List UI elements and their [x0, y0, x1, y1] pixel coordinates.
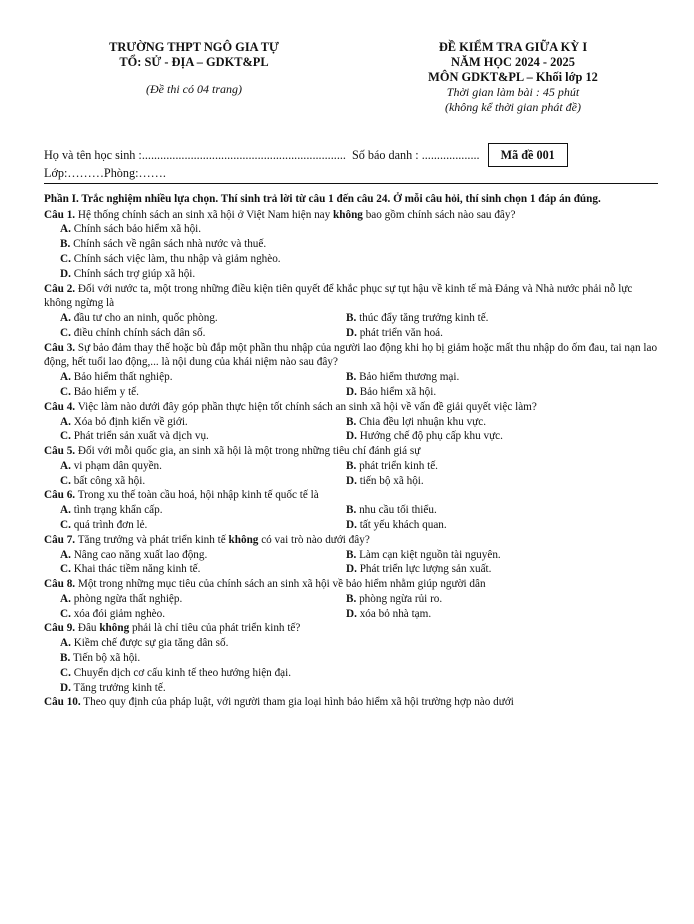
question-6: Câu 6. Trong xu thế toàn cầu hoá, hội nhập kinh tế quốc tế là — [44, 489, 319, 502]
option-row — [44, 326, 658, 341]
answer-option-c: C. Khai thác tiềm năng kinh tế. — [60, 563, 201, 576]
question-number: Câu 8. — [44, 578, 76, 591]
option-letter: D. — [346, 430, 357, 443]
answer-option-d: D. phát triển văn hoá. — [346, 326, 443, 339]
question-number: Câu 3. — [44, 341, 76, 354]
option-row — [44, 548, 658, 563]
time-limit: Thời gian làm bài : 45 phút — [446, 85, 580, 100]
department-name: TỔ: SỬ - ĐỊA – GDKT&PL — [119, 55, 269, 70]
question-number: Câu 6. — [44, 489, 76, 502]
answer-option-b: B. Làm cạn kiệt nguồn tài nguyên. — [346, 548, 501, 561]
question-number: Câu 2. — [44, 282, 76, 295]
option-letter: D. — [346, 519, 357, 531]
emphasis: không — [99, 622, 130, 635]
option-letter: A. — [60, 223, 71, 236]
question-number: Câu 4. — [44, 400, 76, 413]
option-letter: D. — [346, 326, 357, 339]
option-row — [44, 518, 658, 533]
option-row — [44, 311, 658, 326]
answer-option-a: A. đầu tư cho an ninh, quốc phòng. — [60, 312, 218, 325]
part-one-instructions: Phần I. Trắc nghiệm nhiều lựa chọn. Thí sinh trả lời từ câu 1 đến câu 24. Ở mỗi câu hỏi, thí sinh chọn 1 đáp án đúng. — [44, 192, 601, 205]
answer-option-d: D. Tăng trưởng kinh tế. — [60, 681, 166, 694]
option-letter: C. — [60, 474, 71, 487]
answer-option-b: B. Chính sách về ngân sách nhà nước và thuế. — [60, 238, 267, 251]
answer-option-a: A. Nâng cao năng xuất lao động. — [60, 548, 208, 561]
answer-option-a: A. Kiềm chế được sự gia tăng dân số. — [60, 637, 229, 650]
option-letter: C. — [60, 430, 71, 443]
school-name: TRƯỜNG THPT NGÔ GIA TỰ — [109, 40, 279, 54]
option-row — [44, 607, 658, 622]
exam-title: ĐỀ KIỂM TRA GIỮA KỲ I — [438, 40, 588, 54]
answer-option-a: A. Chính sách bảo hiểm xã hội. — [60, 223, 202, 236]
option-row — [44, 562, 658, 577]
answer-option-a: A. tình trạng khẩn cấp. — [60, 504, 163, 517]
emphasis: không — [228, 533, 259, 546]
answer-option-c: C. Bảo hiểm y tế. — [60, 385, 139, 398]
option-letter: A. — [60, 371, 71, 384]
option-letter: B. — [60, 238, 71, 251]
answer-option-b: B. Bảo hiểm thương mại. — [346, 371, 460, 384]
time-note: (không kể thời gian phát đề) — [444, 100, 582, 114]
option-letter: B. — [346, 592, 357, 605]
option-letter: A. — [60, 548, 71, 561]
option-letter: D. — [60, 681, 71, 694]
answer-option-c: C. quá trình đơn lẻ. — [60, 519, 148, 531]
question-4: Câu 4. Việc làm nào dưới đây góp phần thực hiện tốt chính sách an sinh xã hội về vấn đề giải quyết việc làm? — [44, 400, 537, 413]
option-row — [44, 370, 658, 385]
option-letter: C. — [60, 666, 71, 679]
answer-option-d: D. Phát triển lực lượng sản xuất. — [346, 563, 492, 576]
option-letter: B. — [346, 312, 357, 325]
option-row — [44, 681, 658, 696]
option-letter: B. — [346, 459, 357, 472]
option-row — [44, 252, 658, 267]
answer-option-a: A. Xóa bỏ định kiến về giới. — [60, 415, 188, 428]
student-name-line: Họ và tên học sinh :................................................................... — [44, 147, 346, 162]
option-letter: A. — [60, 415, 71, 428]
question-number: Câu 5. — [44, 445, 76, 458]
option-letter: B. — [346, 548, 357, 561]
answer-option-d: D. Bảo hiểm xã hội. — [346, 385, 437, 398]
option-letter: C. — [60, 607, 71, 620]
option-letter: D. — [346, 474, 357, 487]
answer-option-d: D. tiến bộ xã hội. — [346, 474, 424, 487]
answer-option-a: A. vi phạm dân quyền. — [60, 459, 162, 472]
answer-option-c: C. Chuyển dịch cơ cấu kinh tế theo hướng hiện đại. — [60, 666, 292, 679]
question-number: Câu 9. — [44, 622, 76, 635]
option-letter: C. — [60, 563, 71, 576]
option-letter: A. — [60, 504, 71, 517]
answer-option-c: C. xóa đói giảm nghèo. — [60, 607, 166, 620]
subject-line: MÔN GDKT&PL – Khối lớp 12 — [428, 70, 598, 85]
answer-option-c: C. điều chỉnh chính sách dân số. — [60, 326, 206, 339]
option-row — [44, 592, 658, 607]
option-row — [44, 636, 658, 651]
option-letter: A. — [60, 459, 71, 472]
answer-option-d: D. Hướng chế độ phụ cấp khu vực. — [346, 430, 503, 443]
student-info-row — [44, 143, 658, 167]
question-9: Câu 9. Đâu không phải là chỉ tiêu của phát triển kinh tế? — [44, 622, 301, 635]
option-letter: C. — [60, 519, 71, 531]
emphasis: không — [333, 208, 363, 221]
option-row — [44, 666, 658, 681]
option-row — [44, 385, 658, 400]
option-row — [44, 237, 658, 252]
answer-option-b: B. phòng ngừa rủi ro. — [346, 592, 443, 605]
option-letter: C. — [60, 385, 71, 398]
option-row — [44, 415, 658, 430]
option-letter: C. — [60, 326, 71, 339]
option-row — [44, 267, 658, 282]
answer-option-a: A. phòng ngừa thất nghiệp. — [60, 592, 183, 605]
pages-note: (Đề thi có 04 trang) — [146, 82, 242, 97]
student-id-line: Số báo danh : ................... — [351, 147, 480, 162]
option-letter: A. — [60, 637, 71, 650]
school-year: NĂM HỌC 2024 - 2025 — [451, 55, 575, 70]
question-7: Câu 7. Tăng trưởng và phát triển kinh tế không có vai trò nào dưới đây? — [44, 533, 370, 546]
answer-option-b: B. Tiến bộ xã hội. — [60, 652, 141, 665]
question-list — [44, 208, 658, 711]
exam-header — [44, 40, 658, 115]
answer-option-b: B. nhu cầu tối thiểu. — [346, 504, 437, 517]
question-10: Câu 10. Theo quy định của pháp luật, với người tham gia loại hình bảo hiểm xã hội trường hợp nào dưới — [44, 696, 514, 709]
option-row — [44, 651, 658, 666]
exam-code-box: Mã đề 001 — [488, 143, 568, 167]
option-letter: B. — [346, 371, 357, 384]
answer-option-c: C. bất công xã hội. — [60, 474, 146, 487]
answer-option-d: D. xóa bỏ nhà tạm. — [346, 607, 432, 620]
answer-option-a: A. Bảo hiểm thất nghiệp. — [60, 371, 173, 384]
option-row — [44, 459, 658, 474]
option-row — [44, 474, 658, 489]
option-letter: C. — [60, 252, 71, 265]
option-letter: B. — [346, 415, 357, 428]
option-row — [44, 429, 658, 444]
answer-option-b: B. thúc đẩy tăng trưởng kinh tế. — [346, 312, 489, 325]
option-letter: B. — [346, 504, 357, 517]
answer-option-d: D. tất yếu khách quan. — [346, 519, 447, 531]
school-block — [44, 40, 344, 115]
answer-option-c: C. Chính sách việc làm, thu nhập và giảm nghèo. — [60, 252, 281, 265]
answer-option-b: B. phát triển kinh tế. — [346, 459, 438, 472]
header-divider — [44, 183, 658, 184]
option-row — [44, 222, 658, 237]
option-letter: D. — [346, 607, 357, 620]
question-number: Câu 1. — [44, 208, 76, 221]
exam-info-block — [368, 40, 658, 115]
option-letter: A. — [60, 592, 71, 605]
answer-option-d: D. Chính sách trợ giúp xã hội. — [60, 267, 196, 280]
option-row — [44, 503, 658, 518]
option-letter: D. — [60, 267, 71, 280]
class-room-line: Lớp:………Phòng:……. — [44, 165, 166, 180]
question-2: Câu 2. Đối với nước ta, một trong những điều kiện tiên quyết để khắc phục sự tụt hậu về kinh tế mà Đảng và Nhà nước phải nỗ lực không ngừng là — [44, 282, 633, 310]
question-number: Câu 7. — [44, 533, 76, 546]
answer-option-c: C. Phát triển sản xuất và dịch vụ. — [60, 430, 209, 443]
option-letter: D. — [346, 385, 357, 398]
question-8: Câu 8. Một trong những mục tiêu của chính sách an sinh xã hội về bảo hiểm nhằm giúp người dân — [44, 578, 486, 591]
option-letter: B. — [60, 652, 71, 665]
question-number: Câu 10. — [44, 696, 81, 709]
option-letter: D. — [346, 563, 357, 576]
question-1: Câu 1. Hệ thống chính sách an sinh xã hội ở Việt Nam hiện nay không bao gồm chính sách nào sau đây? — [44, 208, 516, 221]
question-5: Câu 5. Đối với mỗi quốc gia, an sinh xã hội là một trong những tiêu chí đánh giá sự — [44, 445, 421, 458]
option-letter: A. — [60, 312, 71, 325]
answer-option-b: B. Chia đều lợi nhuận khu vực. — [346, 415, 487, 428]
question-3: Câu 3. Sự bảo đảm thay thế hoặc bù đắp một phần thu nhập của người lao động khi họ bị giảm hoặc mất thu nhập do ốm đau, tai nạn lao động, hết tuổi lao động,... là nội dung của khái niệm nào sau đây? — [44, 341, 658, 369]
